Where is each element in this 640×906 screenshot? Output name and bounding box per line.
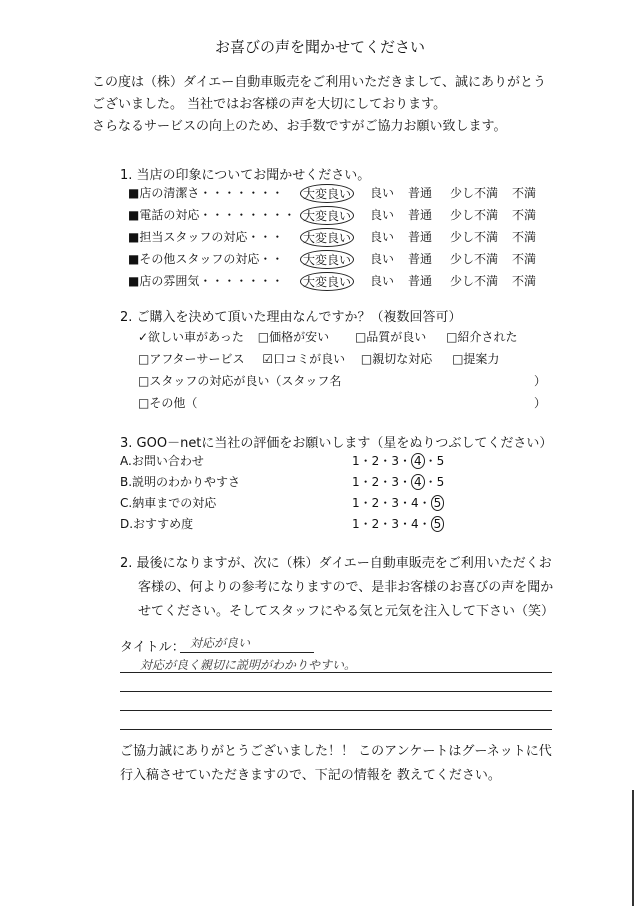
page-title: お喜びの声を聞かせてください	[214, 38, 425, 56]
q3-rating-option[interactable]: 2	[371, 517, 380, 531]
q3-rating-option[interactable]: 5	[436, 454, 445, 468]
q1-option[interactable]: 普通	[408, 230, 433, 244]
q1-option[interactable]: 良い	[370, 252, 395, 266]
q3-rating-separator: ・	[379, 454, 392, 468]
q3-rating-scale[interactable]	[352, 473, 444, 490]
q3-rating-option[interactable]: 1	[352, 496, 360, 510]
q1-row-label: ■担当スタッフの対応・・・	[128, 230, 284, 244]
q1-option[interactable]: 大変良い	[300, 206, 354, 225]
q2-opt-reviews[interactable]: ☑口コミが良い	[262, 352, 346, 366]
q1-option[interactable]: 少し不満	[450, 186, 499, 200]
q3-rating-separator: ・	[359, 475, 372, 489]
comment-line-1	[120, 672, 552, 673]
q2-opt-kind[interactable]: □親切な対応	[360, 352, 433, 366]
q1-option[interactable]: 普通	[408, 208, 433, 222]
q1-option[interactable]: 良い	[370, 230, 395, 244]
footer-line-2: 行入稿させていただきますので、下記の情報を 教えてください。	[120, 768, 501, 783]
q3-rating-option[interactable]: 5	[431, 495, 445, 511]
q2-line-3[interactable]: □スタッフの対応が良い（スタッフ名	[138, 374, 342, 388]
q3-rating-separator: ・	[359, 517, 372, 531]
q4-line-1: 2. 最後になりますが、次に（株）ダイエー自動車販売をご利用いただくお	[120, 556, 552, 571]
q3-rating-option[interactable]: 2	[371, 475, 380, 489]
q3-item-label: D.おすすめ度	[120, 517, 194, 531]
q3-rating-separator: ・	[398, 475, 411, 489]
q1-option[interactable]: 大変良い	[300, 250, 354, 269]
q2-opt-quality[interactable]: □品質が良い	[354, 330, 427, 344]
q4-text	[120, 552, 554, 624]
comment-line-4	[120, 729, 552, 730]
q1-option[interactable]: 少し不満	[450, 230, 499, 244]
q4-line-2: 客様の、何よりの参考になりますので、是非お客様のお喜びの声を聞か	[138, 580, 554, 595]
q3-rating-separator: ・	[418, 496, 431, 510]
q3-rating-separator: ・	[359, 454, 372, 468]
q3-item-label: A.お問い合わせ	[120, 454, 204, 468]
q3-rating-separator: ・	[424, 454, 437, 468]
q2-line-1	[138, 328, 517, 345]
q3-rating-option[interactable]: 2	[371, 454, 380, 468]
q3-rating-separator: ・	[398, 454, 411, 468]
q3-rating-separator: ・	[379, 475, 392, 489]
comment-line-2	[120, 691, 552, 692]
q3-rating-option[interactable]: 1	[352, 517, 360, 531]
q2-opt-price[interactable]: □価格が安い	[257, 330, 330, 344]
q3-heading: 3. GOO－netに当社の評価をお願いします（星をぬりつぶしてください）	[120, 436, 553, 451]
title-underline	[180, 652, 314, 653]
q1-option[interactable]: 普通	[408, 186, 433, 200]
q3-rating-option[interactable]: 1	[352, 454, 360, 468]
q2-heading: 2. ご購入を決めて頂いた理由なんですか？（複数回答可）	[120, 310, 462, 325]
q1-option[interactable]: 少し不満	[450, 208, 499, 222]
title-value[interactable]: 対応が良い	[190, 636, 251, 650]
q2-line-4[interactable]: □その他（	[138, 396, 198, 410]
q3-rating-separator: ・	[359, 496, 372, 510]
q3-rating-separator: ・	[418, 517, 431, 531]
q3-rating-option[interactable]: 3	[391, 517, 399, 531]
q3-rating-option[interactable]: 4	[410, 517, 419, 531]
q1-heading: 1. 当店の印象についてお聞かせください。	[120, 168, 371, 183]
q3-item-label: B.説明のわかりやすさ	[120, 475, 241, 489]
comment-line-3	[120, 710, 552, 711]
q1-option[interactable]: 少し不満	[450, 252, 499, 266]
q1-option[interactable]: 不満	[512, 208, 537, 222]
q3-rating-option[interactable]: 4	[410, 496, 419, 510]
q2-line-3-close: ）	[534, 374, 547, 388]
q2-opt-referral[interactable]: □紹介された	[446, 330, 518, 344]
q3-rating-option[interactable]: 3	[391, 496, 399, 510]
q3-rating-option[interactable]: 5	[431, 516, 445, 532]
title-label: タイトル：	[120, 640, 185, 655]
q1-option[interactable]: 良い	[370, 208, 395, 222]
q1-option[interactable]: 大変良い	[300, 184, 354, 203]
q3-rating-separator: ・	[379, 496, 392, 510]
q3-rating-scale[interactable]	[352, 515, 444, 532]
intro-line-1: この度は（株）ダイエー自動車販売をご利用いただきまして、誠にありがとう	[92, 75, 546, 90]
q1-row-label: ■その他スタッフの対応・・	[128, 252, 284, 266]
intro-line-3: さらなるサービスの向上のため、お手数ですがご協力お願い致します。	[92, 119, 507, 134]
q2-opt-car[interactable]: ✓欲しい車があった	[138, 330, 244, 344]
q3-rating-option[interactable]: 2	[371, 496, 380, 510]
q2-opt-aftercare[interactable]: □アフターサービス	[138, 352, 245, 366]
q1-option[interactable]: 普通	[408, 274, 433, 288]
q3-rating-separator: ・	[379, 517, 392, 531]
q1-option[interactable]: 大変良い	[300, 228, 354, 247]
q1-option[interactable]: 少し不満	[450, 274, 499, 288]
q2-line-4-close: ）	[534, 396, 547, 410]
q3-rating-option[interactable]: 5	[436, 475, 445, 489]
q3-rating-separator: ・	[424, 475, 437, 489]
q1-row-label: ■店の清潔さ・・・・・・・	[128, 186, 284, 200]
intro-line-2: ございました。 当社ではお客様の声を大切にしております。	[92, 97, 447, 112]
intro-text	[92, 72, 552, 138]
footer-line-1: ご協力誠にありがとうございました！！ このアンケートはグーネットに代	[120, 744, 552, 759]
q3-rating-option[interactable]: 1	[352, 475, 360, 489]
q3-rating-option[interactable]: 4	[411, 474, 425, 490]
q1-option[interactable]: 良い	[370, 274, 395, 288]
q1-row-label: ■店の雰囲気・・・・・・・	[128, 274, 284, 288]
q1-option[interactable]: 不満	[512, 252, 537, 266]
q1-option[interactable]: 不満	[512, 274, 537, 288]
q3-rating-option[interactable]: 3	[391, 475, 399, 489]
q1-option[interactable]: 不満	[512, 230, 537, 244]
q3-rating-option[interactable]: 3	[391, 454, 399, 468]
q3-rating-option[interactable]: 4	[411, 453, 425, 469]
footer-text	[120, 740, 552, 788]
q2-opt-proposal[interactable]: □提案力	[452, 352, 500, 366]
q3-rating-separator: ・	[398, 496, 411, 510]
q4-line-3: せてください。そしてスタッフにやる気と元気を注入して下さい（笑）	[138, 604, 555, 619]
page-edge-mark	[632, 790, 634, 906]
q3-rating-scale[interactable]	[352, 494, 444, 511]
q1-option[interactable]: 不満	[512, 186, 537, 200]
q1-option[interactable]: 良い	[370, 186, 395, 200]
q3-rating-separator: ・	[398, 517, 411, 531]
q2-line-2	[138, 350, 499, 367]
q1-option[interactable]: 大変良い	[300, 272, 354, 291]
q1-row-label: ■電話の対応・・・・・・・・	[128, 208, 296, 222]
q3-rating-scale[interactable]	[352, 452, 444, 469]
q3-item-label: C.納車までの対応	[120, 496, 217, 510]
comment-text[interactable]: 対応が良く親切に説明がわかりやすい。	[140, 658, 357, 672]
q1-option[interactable]: 普通	[408, 252, 433, 266]
